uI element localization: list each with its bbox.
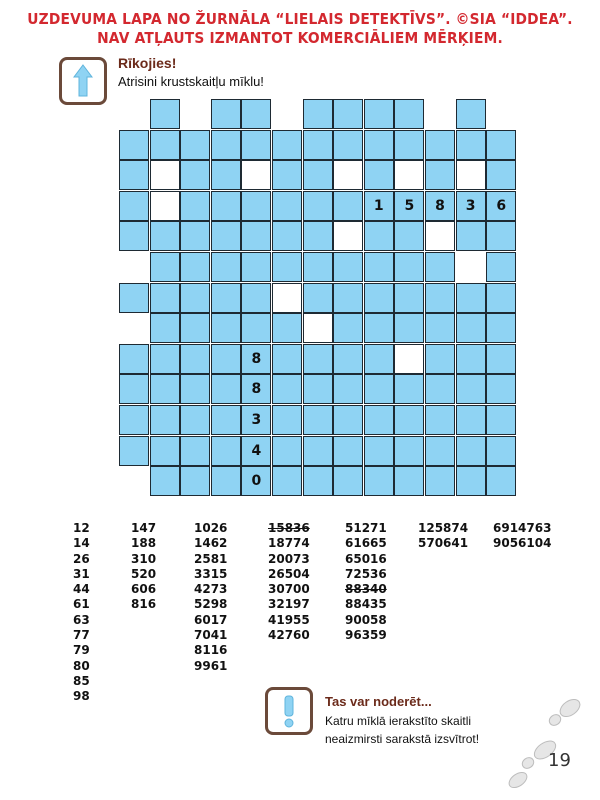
grid-cell[interactable]	[241, 283, 271, 313]
exclamation-icon	[265, 687, 313, 735]
number-item: 4273	[194, 582, 228, 597]
grid-cell-filled[interactable]: 3	[456, 191, 486, 221]
grid-cell[interactable]	[180, 436, 210, 466]
grid-cell[interactable]	[394, 99, 424, 129]
number-item: 72536	[345, 566, 387, 581]
grid-cell[interactable]	[456, 221, 486, 251]
grid-cell[interactable]	[333, 344, 363, 374]
grid-cell[interactable]	[150, 221, 180, 251]
number-item: 310	[131, 551, 157, 566]
grid-cell[interactable]	[272, 466, 302, 496]
grid-cell[interactable]	[272, 374, 302, 404]
grid-cell[interactable]	[180, 405, 210, 435]
grid-cell[interactable]	[303, 466, 333, 496]
grid-cell[interactable]	[150, 252, 180, 282]
number-item: 606	[131, 582, 157, 597]
grid-cell[interactable]	[486, 130, 516, 160]
grid-cell[interactable]	[180, 374, 210, 404]
grid-cell[interactable]	[486, 344, 516, 374]
number-item: 816	[131, 597, 157, 612]
grid-cell[interactable]	[180, 252, 210, 282]
number-item: 18774	[268, 536, 310, 551]
grid-cell-blocked	[425, 221, 455, 251]
grid-cell[interactable]	[394, 436, 424, 466]
grid-cell[interactable]	[119, 344, 149, 374]
grid-cell[interactable]	[241, 130, 271, 160]
grid-cell[interactable]	[119, 130, 149, 160]
grid-cell[interactable]	[333, 313, 363, 343]
grid-cell[interactable]	[394, 252, 424, 282]
number-item: 98	[73, 689, 90, 704]
grid-cell[interactable]	[303, 405, 333, 435]
page-number: 19	[548, 750, 571, 771]
number-item-crossed: 15836	[268, 521, 310, 535]
grid-cell[interactable]	[150, 344, 180, 374]
grid-cell[interactable]	[272, 221, 302, 251]
grid-cell[interactable]	[211, 283, 241, 313]
grid-cell[interactable]	[333, 405, 363, 435]
grid-cell[interactable]	[180, 283, 210, 313]
number-item: 85	[73, 673, 90, 688]
grid-cell[interactable]	[211, 130, 241, 160]
number-item: 51271	[345, 521, 387, 535]
number-column	[268, 521, 310, 643]
number-column	[493, 521, 551, 552]
grid-cell[interactable]	[486, 160, 516, 190]
grid-cell-filled[interactable]: 1	[364, 191, 394, 221]
grid-cell[interactable]	[180, 313, 210, 343]
tip-line-2: neaizmirsti sarakstā izsvītrot!	[325, 732, 480, 746]
grid-cell[interactable]	[456, 405, 486, 435]
grid-cell[interactable]	[180, 344, 210, 374]
grid-cell[interactable]	[425, 252, 455, 282]
grid-cell[interactable]	[211, 221, 241, 251]
number-item: 7041	[194, 628, 228, 643]
grid-cell[interactable]	[364, 466, 394, 496]
grid-cell[interactable]	[425, 374, 455, 404]
number-item: 188	[131, 536, 157, 551]
grid-cell[interactable]	[150, 405, 180, 435]
grid-cell[interactable]	[486, 221, 516, 251]
grid-cell[interactable]	[364, 436, 394, 466]
grid-cell[interactable]	[119, 405, 149, 435]
grid-cell-blocked	[333, 160, 363, 190]
grid-cell[interactable]	[303, 160, 333, 190]
grid-cell[interactable]	[241, 221, 271, 251]
grid-cell[interactable]	[180, 191, 210, 221]
grid-cell[interactable]	[303, 252, 333, 282]
grid-cell[interactable]	[486, 436, 516, 466]
grid-cell[interactable]	[180, 466, 210, 496]
grid-cell[interactable]	[211, 466, 241, 496]
grid-cell[interactable]	[211, 374, 241, 404]
grid-cell[interactable]	[303, 99, 333, 129]
header-line-1: UZDEVUMA LAPA NO ŽURNĀLA “LIELAIS DETEKTĪVS”. ©SIA “IDDEA”.	[27, 10, 573, 28]
number-item: 88435	[345, 597, 387, 612]
grid-cell[interactable]	[394, 466, 424, 496]
grid-cell[interactable]	[303, 283, 333, 313]
number-item: 30700	[268, 582, 310, 597]
number-item: 9961	[194, 658, 228, 673]
number-item: 8116	[194, 643, 228, 658]
grid-cell[interactable]	[241, 313, 271, 343]
grid-cell-filled[interactable]: 8	[241, 344, 271, 374]
number-item: 26	[73, 551, 90, 566]
grid-cell[interactable]	[456, 283, 486, 313]
number-item: 12	[73, 521, 90, 535]
grid-cell[interactable]	[333, 252, 363, 282]
number-item: 80	[73, 658, 90, 673]
grid-cell[interactable]	[364, 252, 394, 282]
number-item: 90058	[345, 612, 387, 627]
number-item: 26504	[268, 566, 310, 581]
grid-cell[interactable]	[211, 344, 241, 374]
grid-cell[interactable]	[150, 436, 180, 466]
grid-cell[interactable]	[119, 436, 149, 466]
grid-cell[interactable]	[425, 466, 455, 496]
grid-cell[interactable]	[180, 160, 210, 190]
number-item: 147	[131, 521, 157, 535]
grid-cell-filled[interactable]: 4	[241, 436, 271, 466]
tip-title: Tas var noderēt...	[325, 694, 432, 709]
number-item: 65016	[345, 551, 387, 566]
task-text: Atrisini krustskaitļu mīklu!	[118, 74, 264, 89]
grid-cell[interactable]	[486, 405, 516, 435]
grid-cell[interactable]	[333, 99, 363, 129]
grid-cell[interactable]	[425, 130, 455, 160]
grid-cell[interactable]	[394, 283, 424, 313]
grid-cell-blocked	[394, 160, 424, 190]
grid-cell[interactable]	[456, 466, 486, 496]
number-item: 41955	[268, 612, 310, 627]
grid-cell-filled[interactable]: 8	[241, 374, 271, 404]
grid-cell[interactable]	[303, 436, 333, 466]
number-item: 42760	[268, 628, 310, 643]
grid-cell[interactable]	[303, 374, 333, 404]
grid-cell[interactable]	[333, 130, 363, 160]
grid-cell-filled[interactable]: 8	[425, 191, 455, 221]
number-item: 125874	[418, 521, 469, 535]
grid-cell[interactable]	[333, 466, 363, 496]
grid-cell[interactable]	[333, 374, 363, 404]
grid-cell[interactable]	[180, 221, 210, 251]
grid-cell[interactable]	[180, 130, 210, 160]
number-item: 6914763	[493, 521, 552, 535]
grid-cell[interactable]	[119, 374, 149, 404]
grid-cell[interactable]	[394, 374, 424, 404]
task-title: Rīkojies!	[118, 55, 177, 71]
grid-cell[interactable]	[364, 283, 394, 313]
grid-cell[interactable]	[272, 344, 302, 374]
grid-cell-filled[interactable]: 0	[241, 466, 271, 496]
grid-cell-blocked	[456, 160, 486, 190]
number-column	[418, 521, 468, 552]
grid-cell[interactable]	[303, 191, 333, 221]
grid-cell[interactable]	[456, 344, 486, 374]
number-item: 5298	[194, 597, 228, 612]
tip-text	[325, 712, 500, 748]
number-item: 3315	[194, 566, 228, 581]
number-item: 570641	[418, 536, 469, 551]
grid-cell[interactable]	[394, 130, 424, 160]
footprints-icon	[490, 690, 600, 790]
grid-cell[interactable]	[425, 160, 455, 190]
number-item: 1462	[194, 536, 228, 551]
grid-cell[interactable]	[486, 283, 516, 313]
grid-cell-blocked	[303, 313, 333, 343]
grid-cell[interactable]	[211, 252, 241, 282]
grid-cell[interactable]	[333, 436, 363, 466]
grid-cell-blocked	[333, 221, 363, 251]
number-item: 9056104	[493, 536, 552, 551]
grid-cell[interactable]	[425, 405, 455, 435]
grid-cell[interactable]	[119, 191, 149, 221]
header-line-2: NAV ATĻAUTS IZMANTOT KOMERCIĀLIEM MĒRĶIEM.	[97, 29, 503, 47]
grid-cell[interactable]	[364, 313, 394, 343]
grid-cell[interactable]	[211, 405, 241, 435]
grid-cell[interactable]	[119, 221, 149, 251]
grid-cell[interactable]	[425, 283, 455, 313]
grid-cell[interactable]	[364, 374, 394, 404]
number-item: 63	[73, 612, 90, 627]
number-item: 14	[73, 536, 90, 551]
grid-cell-filled[interactable]: 6	[486, 191, 516, 221]
number-item: 32197	[268, 597, 310, 612]
grid-cell[interactable]	[364, 221, 394, 251]
grid-cell[interactable]	[486, 466, 516, 496]
number-item: 2581	[194, 551, 228, 566]
grid-cell[interactable]	[211, 160, 241, 190]
grid-cell[interactable]	[394, 313, 424, 343]
grid-cell[interactable]	[303, 221, 333, 251]
grid-cell[interactable]	[456, 313, 486, 343]
grid-cell[interactable]	[486, 313, 516, 343]
grid-cell[interactable]	[150, 99, 180, 129]
grid-cell[interactable]	[241, 99, 271, 129]
number-item: 6017	[194, 612, 228, 627]
grid-cell[interactable]	[272, 130, 302, 160]
number-item: 520	[131, 566, 157, 581]
grid-cell-blocked	[241, 160, 271, 190]
grid-cell[interactable]	[486, 252, 516, 282]
grid-cell[interactable]	[456, 130, 486, 160]
grid-cell[interactable]	[211, 191, 241, 221]
grid-cell[interactable]	[211, 313, 241, 343]
grid-cell[interactable]	[211, 99, 241, 129]
number-item: 44	[73, 582, 90, 597]
grid-cell[interactable]	[394, 221, 424, 251]
number-column	[73, 521, 90, 705]
number-item: 79	[73, 643, 90, 658]
grid-cell[interactable]	[119, 160, 149, 190]
grid-cell[interactable]	[150, 283, 180, 313]
grid-cell[interactable]	[119, 283, 149, 313]
number-item: 1026	[194, 521, 228, 535]
grid-cell[interactable]	[456, 374, 486, 404]
grid-cell[interactable]	[241, 252, 271, 282]
grid-cell[interactable]	[272, 313, 302, 343]
grid-cell[interactable]	[364, 344, 394, 374]
grid-cell-blocked	[394, 344, 424, 374]
grid-cell[interactable]	[150, 374, 180, 404]
grid-cell[interactable]	[333, 191, 363, 221]
number-item: 61	[73, 597, 90, 612]
grid-cell[interactable]	[272, 436, 302, 466]
grid-cell[interactable]	[150, 130, 180, 160]
grid-cell[interactable]	[486, 374, 516, 404]
grid-cell[interactable]	[364, 160, 394, 190]
grid-cell-filled[interactable]: 5	[394, 191, 424, 221]
grid-cell[interactable]	[394, 405, 424, 435]
grid-cell[interactable]	[425, 313, 455, 343]
number-item: 96359	[345, 628, 387, 643]
grid-cell[interactable]	[303, 130, 333, 160]
grid-cell-filled[interactable]: 3	[241, 405, 271, 435]
grid-cell[interactable]	[425, 344, 455, 374]
grid-cell[interactable]	[425, 436, 455, 466]
grid-cell[interactable]	[303, 344, 333, 374]
grid-cell[interactable]	[211, 436, 241, 466]
grid-cell[interactable]	[272, 191, 302, 221]
number-item: 20073	[268, 551, 310, 566]
number-item-crossed: 88340	[345, 582, 387, 597]
grid-cell[interactable]	[272, 160, 302, 190]
grid-cell-blocked	[150, 160, 180, 190]
grid-cell[interactable]	[456, 99, 486, 129]
grid-cell[interactable]	[150, 313, 180, 343]
number-item: 77	[73, 628, 90, 643]
grid-cell[interactable]	[272, 405, 302, 435]
grid-cell[interactable]	[456, 436, 486, 466]
number-column	[131, 521, 156, 613]
grid-cell[interactable]	[364, 130, 394, 160]
tip-line-1: Katru mīklā ierakstīto skaitli	[325, 714, 472, 728]
number-column	[194, 521, 227, 674]
grid-cell[interactable]	[364, 405, 394, 435]
grid-cell[interactable]	[241, 191, 271, 221]
number-item: 31	[73, 566, 90, 581]
number-column	[345, 521, 387, 643]
number-item: 61665	[345, 536, 387, 551]
grid-cell-blocked	[150, 191, 180, 221]
grid-cell[interactable]	[272, 252, 302, 282]
grid-cell[interactable]	[333, 283, 363, 313]
grid-cell[interactable]	[150, 466, 180, 496]
grid-cell-blocked	[272, 283, 302, 313]
grid-cell[interactable]	[364, 99, 394, 129]
